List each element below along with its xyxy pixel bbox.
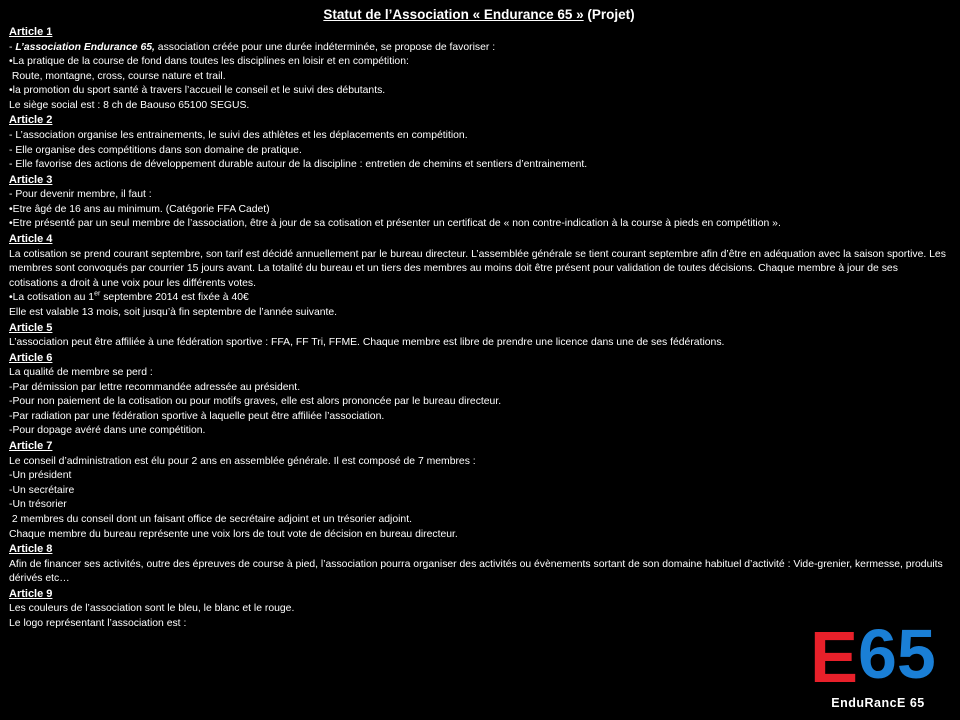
article-1-line-2: •La pratique de la course de fond dans toutes les disciplines en loisir et en compétition:: [9, 56, 409, 68]
logo-letter-e: E: [810, 620, 859, 698]
article-1-line-3: Route, montagne, cross, course nature et trail.: [9, 70, 226, 82]
association-name: L’association Endurance 65,: [15, 41, 155, 53]
article-2-heading: Article 2: [9, 114, 53, 127]
article-8-heading: Article 8: [9, 543, 53, 556]
logo-caption: EnduRancE 65: [831, 696, 925, 710]
title-suffix: (Projet): [583, 7, 635, 22]
article-5-heading: Article 5: [9, 321, 53, 334]
article-6-line-2: -Par démission par lettre recommandée adressée au président.: [9, 381, 301, 393]
article-6-line-5: -Pour dopage avéré dans une compétition.: [9, 425, 206, 437]
article-3-line-1: - Pour devenir membre, il faut :: [9, 189, 152, 201]
article-6-line-3: -Pour non paiement de la cotisation ou pour motifs graves, elle est alors prononcée par le bureau directeur.: [9, 396, 502, 408]
article-4-paragraph: La cotisation se prend courant septembre, son tarif est décidé annuellement par le bureau directeur. L’assemblée générale se tient courant septembre afin d’être en adéquation avec la saison sportive. Les membres sont convoqués par courrier 15 jours avant. La totalité du bureau et un tiers des membres au moins doit être présent pour validation de toutes décisions. Chaque membre à jour de ses cotisations a droit à une voix pour les différents votes.: [9, 248, 946, 289]
article-1-line-5: Le siège social est : 8 ch de Baouso 65100 SEGUS.: [9, 99, 250, 111]
title-underlined: Statut de l’Association « Endurance 65 »: [323, 7, 584, 22]
article-3-heading: Article 3: [9, 173, 53, 186]
article-6-line-1: La qualité de membre se perd :: [9, 367, 153, 379]
article-1-line-1: - L’association Endurance 65, association créée pour une durée indéterminée, se propose de favoriser :: [9, 41, 496, 53]
article-7-line-2: -Un président: [9, 470, 72, 482]
article-6-line-4: -Par radiation par une fédération sportive à laquelle peut être affiliée l’association.: [9, 410, 385, 422]
article-2-line-2: - Elle organise des compétitions dans son domaine de pratique.: [9, 144, 302, 156]
article-4-heading: Article 4: [9, 233, 53, 246]
article-8-paragraph: Afin de financer ses activités, outre des épreuves de course à pied, l’association pourra organiser des activités ou évènements sortant de son domaine habituel d’activité : Vide-grenier, kermesse, produits dérivés etc…: [9, 558, 943, 585]
article-7-heading: Article 7: [9, 440, 53, 453]
article-7-line-5: 2 membres du conseil dont un faisant office de secrétaire adjoint et un trésorier adjoint.: [9, 513, 412, 525]
article-1-line-4: •la promotion du sport santé à travers l’accueil le conseil et le suivi des débutants.: [9, 85, 386, 97]
statute-document: [9, 6, 949, 632]
logo-number-65: 65: [858, 620, 936, 693]
article-9-line-2: Le logo représentant l’association est :: [9, 617, 187, 629]
article-7-line-6: Chaque membre du bureau représente une voix lors de tout vote de décision en bureau directeur.: [9, 528, 458, 540]
article-9-heading: Article 9: [9, 587, 53, 600]
article-6-heading: Article 6: [9, 351, 53, 364]
article-2-line-3: - Elle favorise des actions de développement durable autour de la discipline : entretien de chemins et sentiers d’entrainement.: [9, 159, 588, 171]
document-title: [9, 6, 949, 23]
article-7-line-1: Le conseil d’administration est élu pour 2 ans en assemblée générale. Il est composé de 7 membres :: [9, 455, 476, 467]
article-9-line-1: Les couleurs de l’association sont le bleu, le blanc et le rouge.: [9, 603, 295, 615]
article-4-fee: •La cotisation au 1er septembre 2014 est fixée à 40€: [9, 290, 249, 304]
article-4-validity: Elle est valable 13 mois, soit jusqu’à fin septembre de l’année suivante.: [9, 306, 338, 318]
article-7-line-3: -Un secrétaire: [9, 484, 75, 496]
article-5-line-1: L’association peut être affiliée à une fédération sportive : FFA, FF Tri, FFME. Chaque membre est libre de prendre une licence dans une de ses fédérations.: [9, 337, 725, 348]
article-7-line-4: -Un trésorier: [9, 499, 67, 511]
article-1-heading: Article 1: [9, 26, 53, 38]
article-3-line-3: •Etre présenté par un seul membre de l’association, être à jour de sa cotisation et présenter un certificat de « non contre-indication à la course à pieds en compétition ».: [9, 218, 781, 230]
article-2-line-1: - L’association organise les entrainements, le suivi des athlètes et les déplacements en compétition.: [9, 129, 468, 141]
endurance-65-logo: [808, 620, 948, 712]
article-3-line-2: •Etre âgé de 16 ans au minimum. (Catégorie FFA Cadet): [9, 203, 270, 215]
